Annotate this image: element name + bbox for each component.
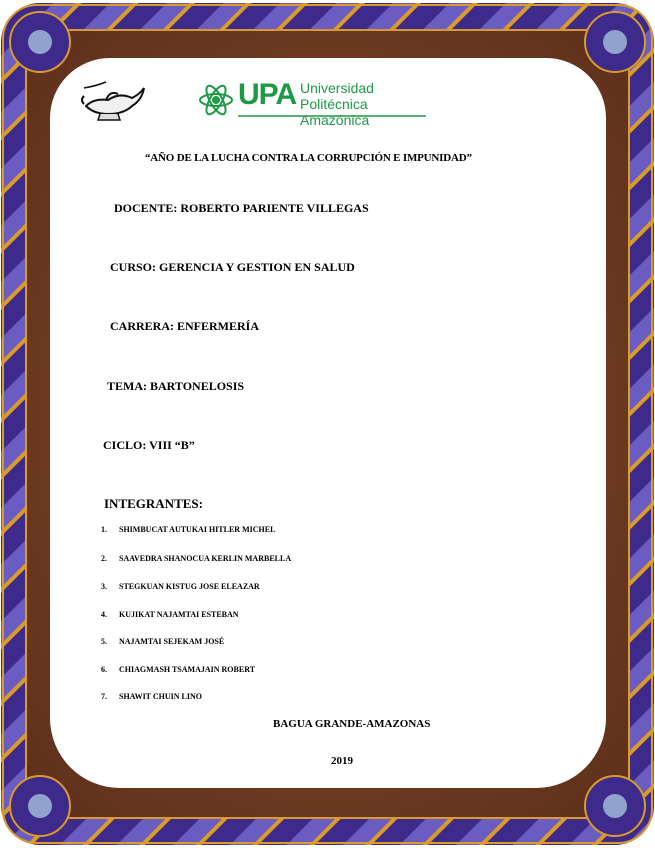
logo-name-line1: Universidad [300, 80, 374, 96]
year-line: 2019 [331, 755, 353, 767]
list-item: 3. STEGKUAN KISTUG JOSE ELEAZAR [101, 582, 260, 591]
page-content-area [50, 58, 606, 788]
tema-line: TEMA: BARTONELOSIS [107, 379, 245, 393]
ciclo-line: CICLO: VIII “B” [103, 438, 195, 452]
carrera-line: CARRERA: ENFERMERÍA [110, 319, 259, 333]
list-item: 6. CHIAGMASH TSAMAJAIN ROBERT [101, 665, 256, 674]
university-logo [196, 76, 432, 128]
docente-line: DOCENTE: ROBERTO PARIENTE VILLEGAS [114, 201, 369, 215]
motto-heading: “AÑO DE LA LUCHA CONTRA LA CORRUPCIÓN E IMPUNIDAD” [145, 152, 472, 164]
lamp-icon [80, 76, 148, 122]
logo-name-line2: Politécnica Amazónica [300, 96, 370, 128]
integrantes-heading: INTEGRANTES: [104, 496, 203, 511]
logo-acronym: UPA [238, 78, 297, 111]
list-item: 7. SHAWIT CHUIN LINO [101, 692, 202, 701]
curso-line: CURSO: GERENCIA Y GESTION EN SALUD [110, 260, 355, 274]
atom-icon [200, 83, 232, 117]
list-item: 1. SHIMBUCAT AUTUKAI HITLER MICHEL [101, 525, 276, 534]
city-line: BAGUA GRANDE-AMAZONAS [273, 718, 431, 730]
list-item: 2. SAAVEDRA SHANOCUA KERLIN MARBELLA [101, 554, 292, 563]
list-item: 5. NAJAMTAI SEJEKAM JOSÉ [101, 637, 225, 646]
list-item: 4. KUJIKAT NAJAMTAI ESTEBAN [101, 610, 239, 619]
